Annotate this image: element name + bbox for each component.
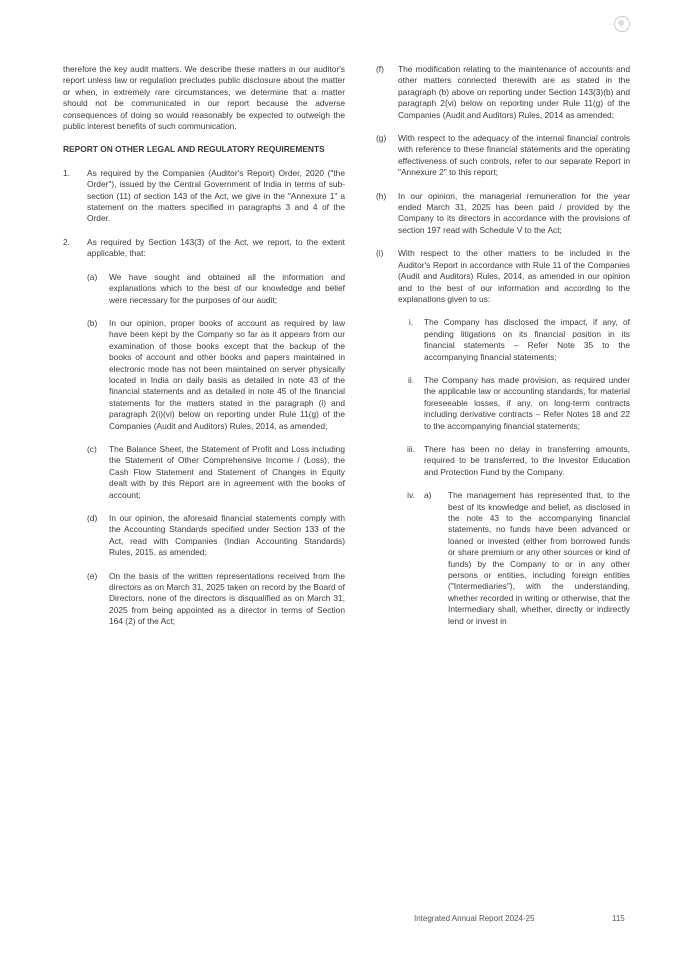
right-column: [376, 64, 630, 651]
numbered-item-2: [63, 237, 345, 640]
item-text: As required by the Companies (Auditor's Report) Order, 2020 ("the Order"), issued by the Central Government of India in terms of sub-section (11) of section 143 of the Act, we give in the "Annexure 1" a statement on the matters specified in paragraphs 3 and 4 of the Order.: [87, 167, 345, 224]
section-heading: REPORT ON OTHER LEGAL AND REGULATORY REQUIREMENTS: [63, 144, 325, 155]
sub-text: With respect to the other matters to be included in the Auditor's Report in accordance with Rule 11 of the Companies (Audit and Auditors) Rules, 2014, as amended in our opinion and to the best of our information and according to the explanations given to us:: [398, 248, 630, 304]
sub-item-i: [376, 248, 630, 639]
sub-marker: (b): [87, 317, 98, 328]
item-marker: 2.: [63, 236, 70, 247]
nested-marker: a): [424, 490, 432, 501]
sub-text: The modification relating to the maintenance of accounts and other matters connected therewith are as stated in the paragraph (b) above on reporting under Section 143(3)(b) and paragraph 2(vi) below on reporting under Rule 11(g) of the Companies (Audit and Auditors) Rules, 2014 as amended;: [398, 64, 630, 120]
roman-marker: iv.: [407, 490, 415, 501]
roman-text: There has been no delay in transferring amounts, required to be transferred, to the Investor Education and Protection Fund by the Company.: [424, 443, 630, 477]
item-marker: 1.: [63, 167, 70, 178]
nested-item-a: [424, 490, 630, 627]
sub-item-b: [87, 318, 345, 432]
sub-item-h: [376, 191, 630, 237]
sub-marker: (c): [87, 443, 97, 454]
sub-marker: (f): [376, 64, 384, 74]
roman-marker: iii.: [407, 443, 415, 454]
sub-marker: (e): [87, 570, 98, 581]
sub-item-f: [376, 64, 630, 121]
roman-text: The Company has disclosed the impact, if any, of pending litigations on its financial position in its financial statements – Refer Note 35 to the accompanying financial statements;: [424, 317, 630, 362]
sub-text: The Balance Sheet, the Statement of Profit and Loss including the Statement of Other Comprehensive Income / (Loss), the Cash Flow Statement and Statement of Changes in Equity dealt with by this Report are in agreement with the books of account;: [109, 443, 345, 500]
sub-item-c: [87, 444, 345, 501]
intro-paragraph: therefore the key audit matters. We describe these matters in our auditor's report unless law or regulation precludes public disclosure about the matter or when, in extremely rare circumstances, we determine that a matter should not be communicated in our report because the adverse consequences of doing so would reasonably be expected to outweigh the public interest benefits of such communication.: [63, 64, 345, 132]
sub-text: We have sought and obtained all the information and explanations which to the best of our knowledge and belief were necessary for the purposes of our audit;: [109, 271, 345, 305]
roman-marker: ii.: [407, 374, 415, 385]
left-column: [63, 64, 345, 652]
company-logo-icon: [614, 16, 630, 32]
sub-marker: (d): [87, 513, 98, 523]
sub-text: In our opinion, the managerial remuneration for the year ended March 31, 2025 has been paid / provided by the Company to its directors in accordance with the provisions of section 197 read with Schedule V to the Act;: [398, 190, 630, 235]
sub-item-d: [87, 513, 345, 559]
numbered-item-1: [63, 168, 345, 225]
sub-marker: (g): [376, 133, 387, 144]
sub-item-e: [87, 571, 345, 628]
roman-item-i: [398, 317, 630, 363]
roman-item-iv: [398, 490, 630, 627]
sub-text: In our opinion, the aforesaid financial statements comply with the Accounting Standards specified under Section 133 of the Act, read with Companies (Indian Accounting Standards) Rules, 2015, as amended;: [109, 513, 345, 558]
roman-item-iii: [398, 444, 630, 478]
sub-item-a: [87, 272, 345, 306]
sub-text: On the basis of the written representations received from the directors as on March 31, 2025 taken on record by the Board of Directors, none of the directors is disqualified as on March 31, 2025 from being appointed as a director in terms of Section 164 (2) of the Act;: [109, 570, 345, 627]
item-text: As required by Section 143(3) of the Act, we report, to the extent applicable, that:: [87, 236, 345, 259]
roman-text: The Company has made provision, as required under the applicable law or accounting standards, for material foreseeable losses, if any, on long-term contracts including derivative contracts – Refer Notes 18 and 22 to the accompanying financial statements;: [424, 374, 630, 431]
page-number: 115: [612, 914, 625, 923]
sub-text: In our opinion, proper books of account as required by law have been kept by the Company so far as it appears from our examination of those books except that the backup of the books of account and other books and papers maintained in electronic mode has not been maintained on server physically located in India on daily basis as detailed in note 43 of the financial statements and as detailed in note 45 of the financial statements for the matters stated in the paragraph (i) and paragraph 2(i)(vi) below on reporting under Rule 11(g) of the Companies (Audit and Auditors) Rules, 2014, as amended;: [109, 317, 345, 431]
sub-text: With respect to the adequacy of the internal financial controls with reference to these financial statements and the operating effectiveness of such controls, refer to our separate Report in "Annexure 2" to this report;: [398, 133, 630, 178]
sub-marker: (a): [87, 271, 98, 282]
roman-marker: i.: [408, 317, 414, 328]
nested-text: The management has represented that, to the best of its knowledge and belief, as disclosed in the note 43 to the accompanying financial statements, no funds have been advanced or loaned or invested (either from borrowed funds or share premium or any other sources or kind of funds) by the Company to or in any other persons or entities, including foreign entities ("Intermediaries"), with the understanding, whether recorded in writing or otherwise, that the Intermediary shall, whether, directly or indirectly lend or invest in: [448, 490, 630, 626]
sub-marker: (i): [376, 248, 384, 259]
footer-report-title: Integrated Annual Report 2024-25: [414, 914, 535, 923]
roman-item-ii: [398, 375, 630, 432]
sub-marker: (h): [376, 190, 387, 201]
sub-item-g: [376, 133, 630, 179]
